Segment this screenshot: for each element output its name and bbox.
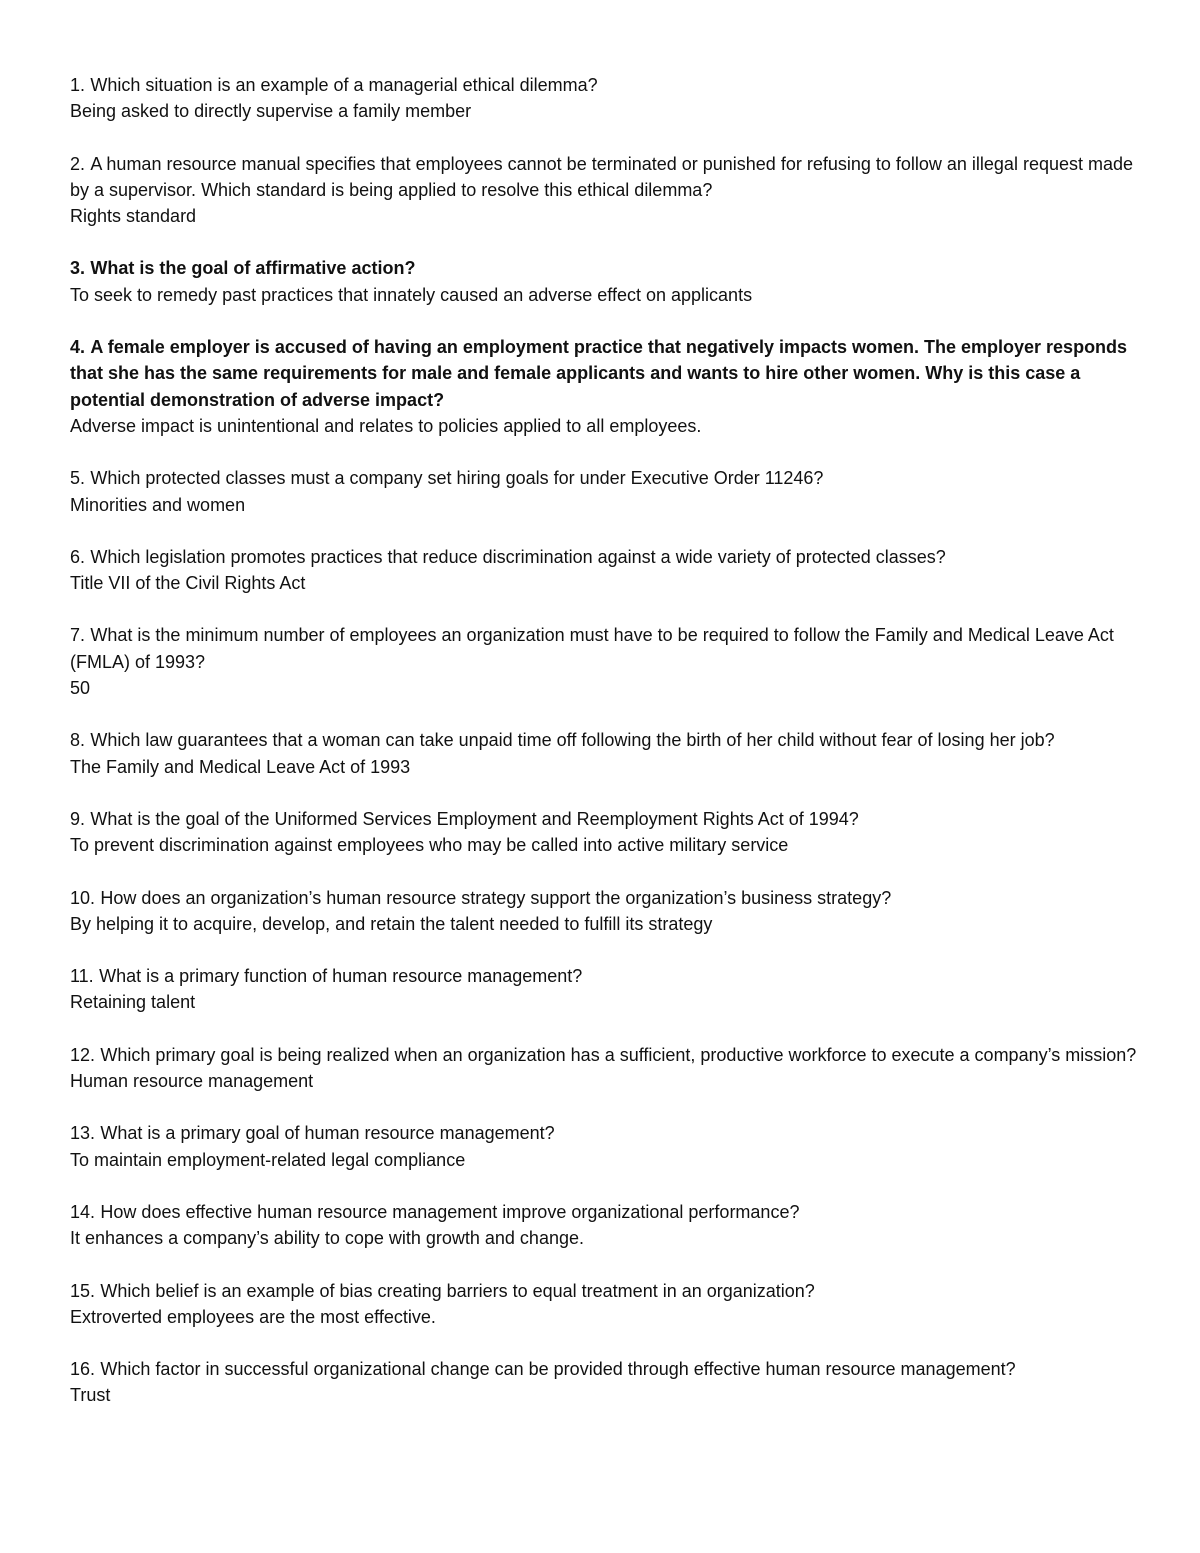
question-number: 10. <box>70 887 96 908</box>
question-number: 16. <box>70 1359 96 1380</box>
question-body: Which law guarantees that a woman can take unpaid time off following the birth of her child without fear of losing her job? <box>90 730 1055 751</box>
question-body: How does effective human resource management improve organizational performance? <box>100 1201 800 1222</box>
answer-text: The Family and Medical Leave Act of 1993 <box>70 756 411 777</box>
question-body: What is the goal of affirmative action? <box>90 258 416 279</box>
question-text <box>70 806 1140 832</box>
qa-item-16 <box>70 1356 1140 1409</box>
question-number: 15. <box>70 1280 96 1301</box>
qa-item-2 <box>70 151 1140 230</box>
answer-text: Adverse impact is unintentional and relates to policies applied to all employees. <box>70 415 702 436</box>
qa-item-1 <box>70 72 1140 125</box>
question-body: What is a primary goal of human resource management? <box>100 1123 555 1144</box>
question-body: Which situation is an example of a managerial ethical dilemma? <box>90 75 598 95</box>
question-body: How does an organization’s human resource strategy support the organization’s business strategy? <box>100 887 892 908</box>
question-number: 6. <box>70 546 86 567</box>
answer-text: To seek to remedy past practices that innately caused an adverse effect on applicants <box>70 284 753 305</box>
question-body: Which protected classes must a company set hiring goals for under Executive Order 11246? <box>90 468 824 489</box>
question-text <box>70 963 1140 989</box>
question-number: 13. <box>70 1123 96 1144</box>
qa-item-9 <box>70 806 1140 859</box>
answer-text: Minorities and women <box>70 494 246 515</box>
answer-text: To maintain employment-related legal compliance <box>70 1149 466 1170</box>
qa-item-4 <box>70 334 1140 439</box>
question-number: 5. <box>70 468 86 489</box>
question-text <box>70 727 1140 753</box>
qa-item-15 <box>70 1278 1140 1331</box>
question-body: Which factor in successful organizational change can be provided through effective human resource management? <box>100 1359 1016 1380</box>
question-text <box>70 465 1140 491</box>
qa-item-7 <box>70 622 1140 701</box>
question-body: What is the minimum number of employees an organization must have to be required to follow the Family and Medical Leave Act (FMLA) of 1993? <box>70 625 1114 672</box>
question-number: 3. <box>70 258 86 279</box>
question-number: 11. <box>70 966 94 987</box>
question-text <box>70 1120 1140 1146</box>
answer-text: Retaining talent <box>70 992 196 1013</box>
question-body: A human resource manual specifies that employees cannot be terminated or punished for refusing to follow an illegal request made by a supervisor. Which standard is being applied to resolve this ethical dilemma? <box>70 153 1134 200</box>
question-body: Which primary goal is being realized when an organization has a sufficient, productive workforce to execute a company’s mission? <box>100 1044 1137 1065</box>
qa-item-12 <box>70 1042 1140 1095</box>
question-text <box>70 72 1140 98</box>
qa-item-14 <box>70 1199 1140 1252</box>
question-text <box>70 1278 1140 1304</box>
qa-item-5 <box>70 465 1140 518</box>
question-number: 8. <box>70 730 86 751</box>
question-number: 9. <box>70 808 86 829</box>
question-text <box>70 544 1140 570</box>
question-text <box>70 1042 1140 1068</box>
question-body: Which legislation promotes practices that reduce discrimination against a wide variety of protected classes? <box>90 546 946 567</box>
question-text <box>70 1199 1140 1225</box>
question-text <box>70 255 1140 281</box>
answer-text: Rights standard <box>70 206 197 227</box>
document-page <box>70 72 1140 1435</box>
question-text <box>70 622 1140 675</box>
question-text <box>70 885 1140 911</box>
question-body: Which belief is an example of bias creating barriers to equal treatment in an organization? <box>100 1280 815 1301</box>
qa-list <box>70 72 1140 1409</box>
answer-text: Human resource management <box>70 1071 314 1092</box>
question-body: A female employer is accused of having an employment practice that negatively impacts women. The employer responds that she has the same requirements for male and female applicants and wants to hire other women. Why is this case a potential demonstration of adverse impact? <box>70 337 1128 410</box>
qa-item-8 <box>70 727 1140 780</box>
qa-item-10 <box>70 885 1140 938</box>
answer-text: By helping it to acquire, develop, and retain the talent needed to fulfill its strategy <box>70 913 713 934</box>
qa-item-13 <box>70 1120 1140 1173</box>
answer-text: 50 <box>70 678 91 699</box>
question-text <box>70 1356 1140 1382</box>
answer-text: Being asked to directly supervise a family member <box>70 101 472 122</box>
answer-text: Trust <box>70 1385 111 1406</box>
question-text <box>70 334 1140 413</box>
question-number: 2. <box>70 153 86 174</box>
question-number: 4. <box>70 337 86 358</box>
question-number: 14. <box>70 1201 96 1222</box>
answer-text: Title VII of the Civil Rights Act <box>70 573 306 594</box>
question-number: 12. <box>70 1044 96 1065</box>
answer-text: Extroverted employees are the most effective. <box>70 1306 436 1327</box>
question-number: 7. <box>70 625 86 646</box>
qa-item-6 <box>70 544 1140 597</box>
qa-item-3 <box>70 255 1140 308</box>
question-text <box>70 151 1140 204</box>
question-body: What is the goal of the Uniformed Services Employment and Reemployment Rights Act of 1994? <box>90 808 859 829</box>
question-number: 1. <box>70 75 86 95</box>
answer-text: To prevent discrimination against employees who may be called into active military service <box>70 835 789 856</box>
question-body: What is a primary function of human resource management? <box>99 966 583 987</box>
qa-item-11 <box>70 963 1140 1016</box>
answer-text: It enhances a company’s ability to cope with growth and change. <box>70 1228 584 1249</box>
